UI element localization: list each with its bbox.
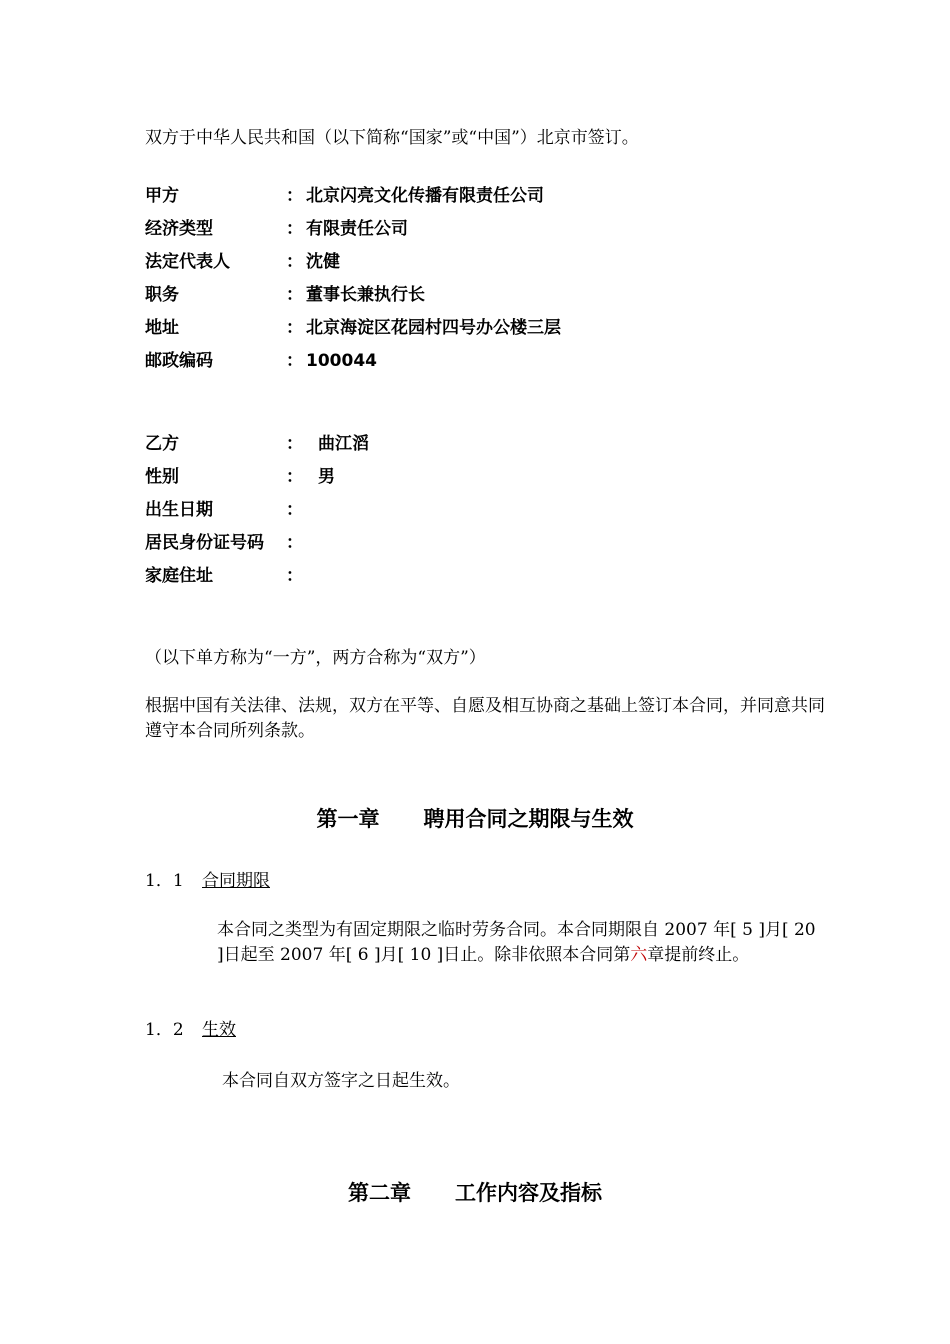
colon: ： [286,252,303,272]
chapter-1-title: 聘用合同之期限与生效 [423,807,634,831]
chapter-reference-highlight: 六 [630,945,648,965]
colon: ： [286,566,303,586]
home-address-label: 家庭住址 [145,566,213,586]
party-note: （以下单方称为“一方”，两方合称为“双方”） [145,648,486,668]
legal-rep-value: 沈健 [306,252,340,272]
section-1-1-number: 1．1 [145,871,184,891]
party-a-name: 北京闪亮文化传播有限责任公司 [306,186,544,206]
position-label: 职务 [145,285,179,305]
section-1-2-title: 生效 [202,1020,236,1040]
postcode-value: 100044 [306,351,377,371]
party-b-label: 乙方 [145,434,179,454]
position-value: 董事长兼执行长 [306,285,425,305]
chapter-2-heading [0,1178,950,1208]
colon: ： [286,434,303,454]
section-1-1-text: 本合同之类型为有固定期限之临时劳务合同。本合同期限自 2007 年[ 5 ]月[ 20 ]日起至 2007 年[ 6 ]月[ 10 ]日止。除非依照本合同第 [217,920,816,965]
economic-type-label: 经济类型 [145,219,213,239]
birth-date-label: 出生日期 [145,500,213,520]
address-value: 北京海淀区花园村四号办公楼三层 [306,318,561,338]
colon: ： [286,186,303,206]
section-1-2-body: 本合同自双方签字之日起生效。 [222,1071,460,1091]
section-1-1-text-end: 章提前终止。 [647,945,750,965]
section-1-1-body [217,918,817,968]
colon: ： [286,500,303,520]
postcode-label: 邮政编码 [145,351,213,371]
colon: ： [286,533,303,553]
legal-rep-label: 法定代表人 [145,252,230,272]
address-label: 地址 [145,318,179,338]
section-1-2-number: 1．2 [145,1020,184,1040]
colon: ： [286,219,303,239]
colon: ： [286,318,303,338]
section-1-1-title: 合同期限 [202,871,270,891]
party-b-name: 曲江滔 [318,434,369,454]
economic-type-value: 有限责任公司 [306,219,408,239]
chapter-1-number: 第一章 [316,807,380,831]
preamble-paragraph: 根据中国有关法律、法规，双方在平等、自愿及相互协商之基础上签订本合同，并同意共同遵守本合同所列条款。 [145,696,825,741]
colon: ： [286,467,303,487]
colon: ： [286,285,303,305]
gender-label: 性别 [145,467,179,487]
colon: ： [286,351,303,371]
chapter-1-heading [0,804,950,834]
id-number-label: 居民身份证号码 [145,533,264,553]
chapter-2-number: 第二章 [348,1181,411,1205]
party-a-label: 甲方 [145,186,179,206]
gender-value: 男 [318,467,335,487]
chapter-2-title: 工作内容及指标 [455,1181,602,1205]
intro-line: 双方于中华人民共和国（以下简称“国家”或“中国”）北京市签订。 [145,128,639,148]
